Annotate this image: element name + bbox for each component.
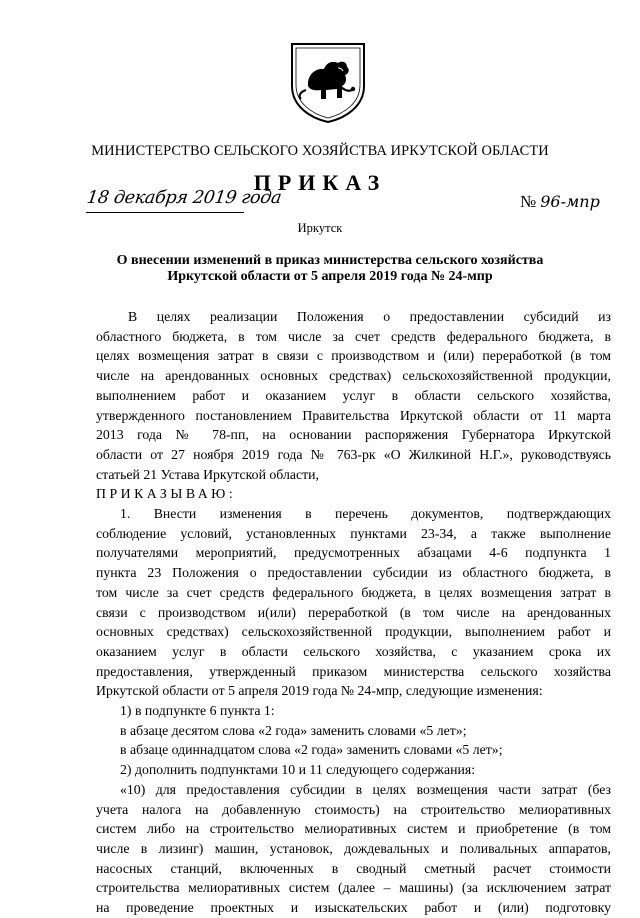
body-line: насосных станций, включенных в сводный сметный расчет стоимости [96,860,611,876]
document-number [520,192,600,212]
body-line: 1. Внести изменения в перечень документов, подтверждающих [120,506,611,522]
body-line: учета налога на добавленную стоимость) на строительство мелиоративных [96,801,611,817]
irkutsk-coat-of-arms-icon [286,38,370,124]
body-line: числе на арендованных основных средствах) сельскохозяйственной продукции, [96,368,611,384]
body-line: числе в лизинг) машин, установок, дождевальных и поливальных аппаратов, [96,840,611,856]
body-line: том числе за счет средств федерального бюджета, в целях возмещения затрат в [96,584,611,600]
subject-line: Иркутской области от 5 апреля 2019 года № 24-мпр [167,269,493,284]
body-line: соблюдение условий, установленных пунктами 23-34, а также выполнение [96,525,611,541]
body-line: на проведение проектных и изыскательских работ и (или) подготовку [96,900,611,916]
body-line: В целях реализации Положения о предоставлении субсидий из [128,309,611,324]
body-line: выполнением работ и оказанием услуг в области сельского хозяйства, [96,387,611,403]
body-line: систем либо на строительство мелиоративных систем и приобретение (в том [96,821,611,837]
document-subject [110,253,550,285]
body-line: утвержденного постановлением Правительства Иркутской области от 11 марта [96,407,611,423]
body-line: 1) в подпункте 6 пункта 1: [120,703,275,719]
body-line: строительства мелиоративных систем (далее – машины) (за исключением затрат [96,880,611,896]
date-underline [86,212,244,213]
number-sign: № [520,192,537,211]
body-line: областного бюджета, в том числе за счет средств федерального бюджета, в [96,328,611,344]
body-line: целях возмещения затрат в связи с производством и (или) переработкой (в том [96,348,611,364]
body-line: основных средствах) сельскохозяйственной продукции, выполнением работ и [96,624,611,640]
document-body [96,307,611,918]
body-line: области от 27 ноября 2019 года № 763-рк «О Жилкиной Н.Г.», руководствуясь [96,446,611,462]
order-word: ПРИКАЗЫВАЮ: [96,486,237,502]
city-name: Иркутск [297,221,343,235]
document-type-title: ПРИКАЗ [253,170,387,195]
body-line: статьей 21 Устава Иркутской области, [96,466,319,482]
body-line: 2) дополнить подпунктами 10 и 11 следующего содержания: [120,762,476,778]
handwritten-number: 96-мпр [540,192,600,211]
body-line: «10) для предоставления субсидии в целях возмещения части затрат (без [120,781,611,797]
body-line: пункта 23 Положения о предоставлении субсидии из областного бюджета, в [96,565,611,581]
body-line: Иркутской области от 5 апреля 2019 года № 24-мпр, следующие изменения: [96,683,543,699]
body-line: оказанием услуг в области сельского хозяйства, с указанием срока их [96,643,611,659]
body-line: в абзаце десятом слова «2 года» заменить словами «5 лет»; [120,722,467,738]
subject-line: О внесении изменений в приказ министерства сельского хозяйства [116,253,544,268]
ministry-name: МИНИСТЕРСТВО СЕЛЬСКОГО ХОЗЯЙСТВА ИРКУТСКОЙ ОБЛАСТИ [91,143,549,159]
body-line: 2013 года № 78-пп, на основании распоряжения Губернатора Иркутской [96,427,611,443]
handwritten-date: 18 декабря 2019 года [85,188,283,208]
body-line: в абзаце одиннадцатом слова «2 года» заменить словами «5 лет»; [120,742,503,758]
body-line: получателями мероприятий, предусмотренных абзацами 4-6 подпункта 1 [96,545,611,561]
body-line: предоставления, утвержденный приказом министерства сельского хозяйства [96,663,611,679]
body-line: связи с производством и(или) переработкой (в том числе на арендованных [96,604,611,620]
